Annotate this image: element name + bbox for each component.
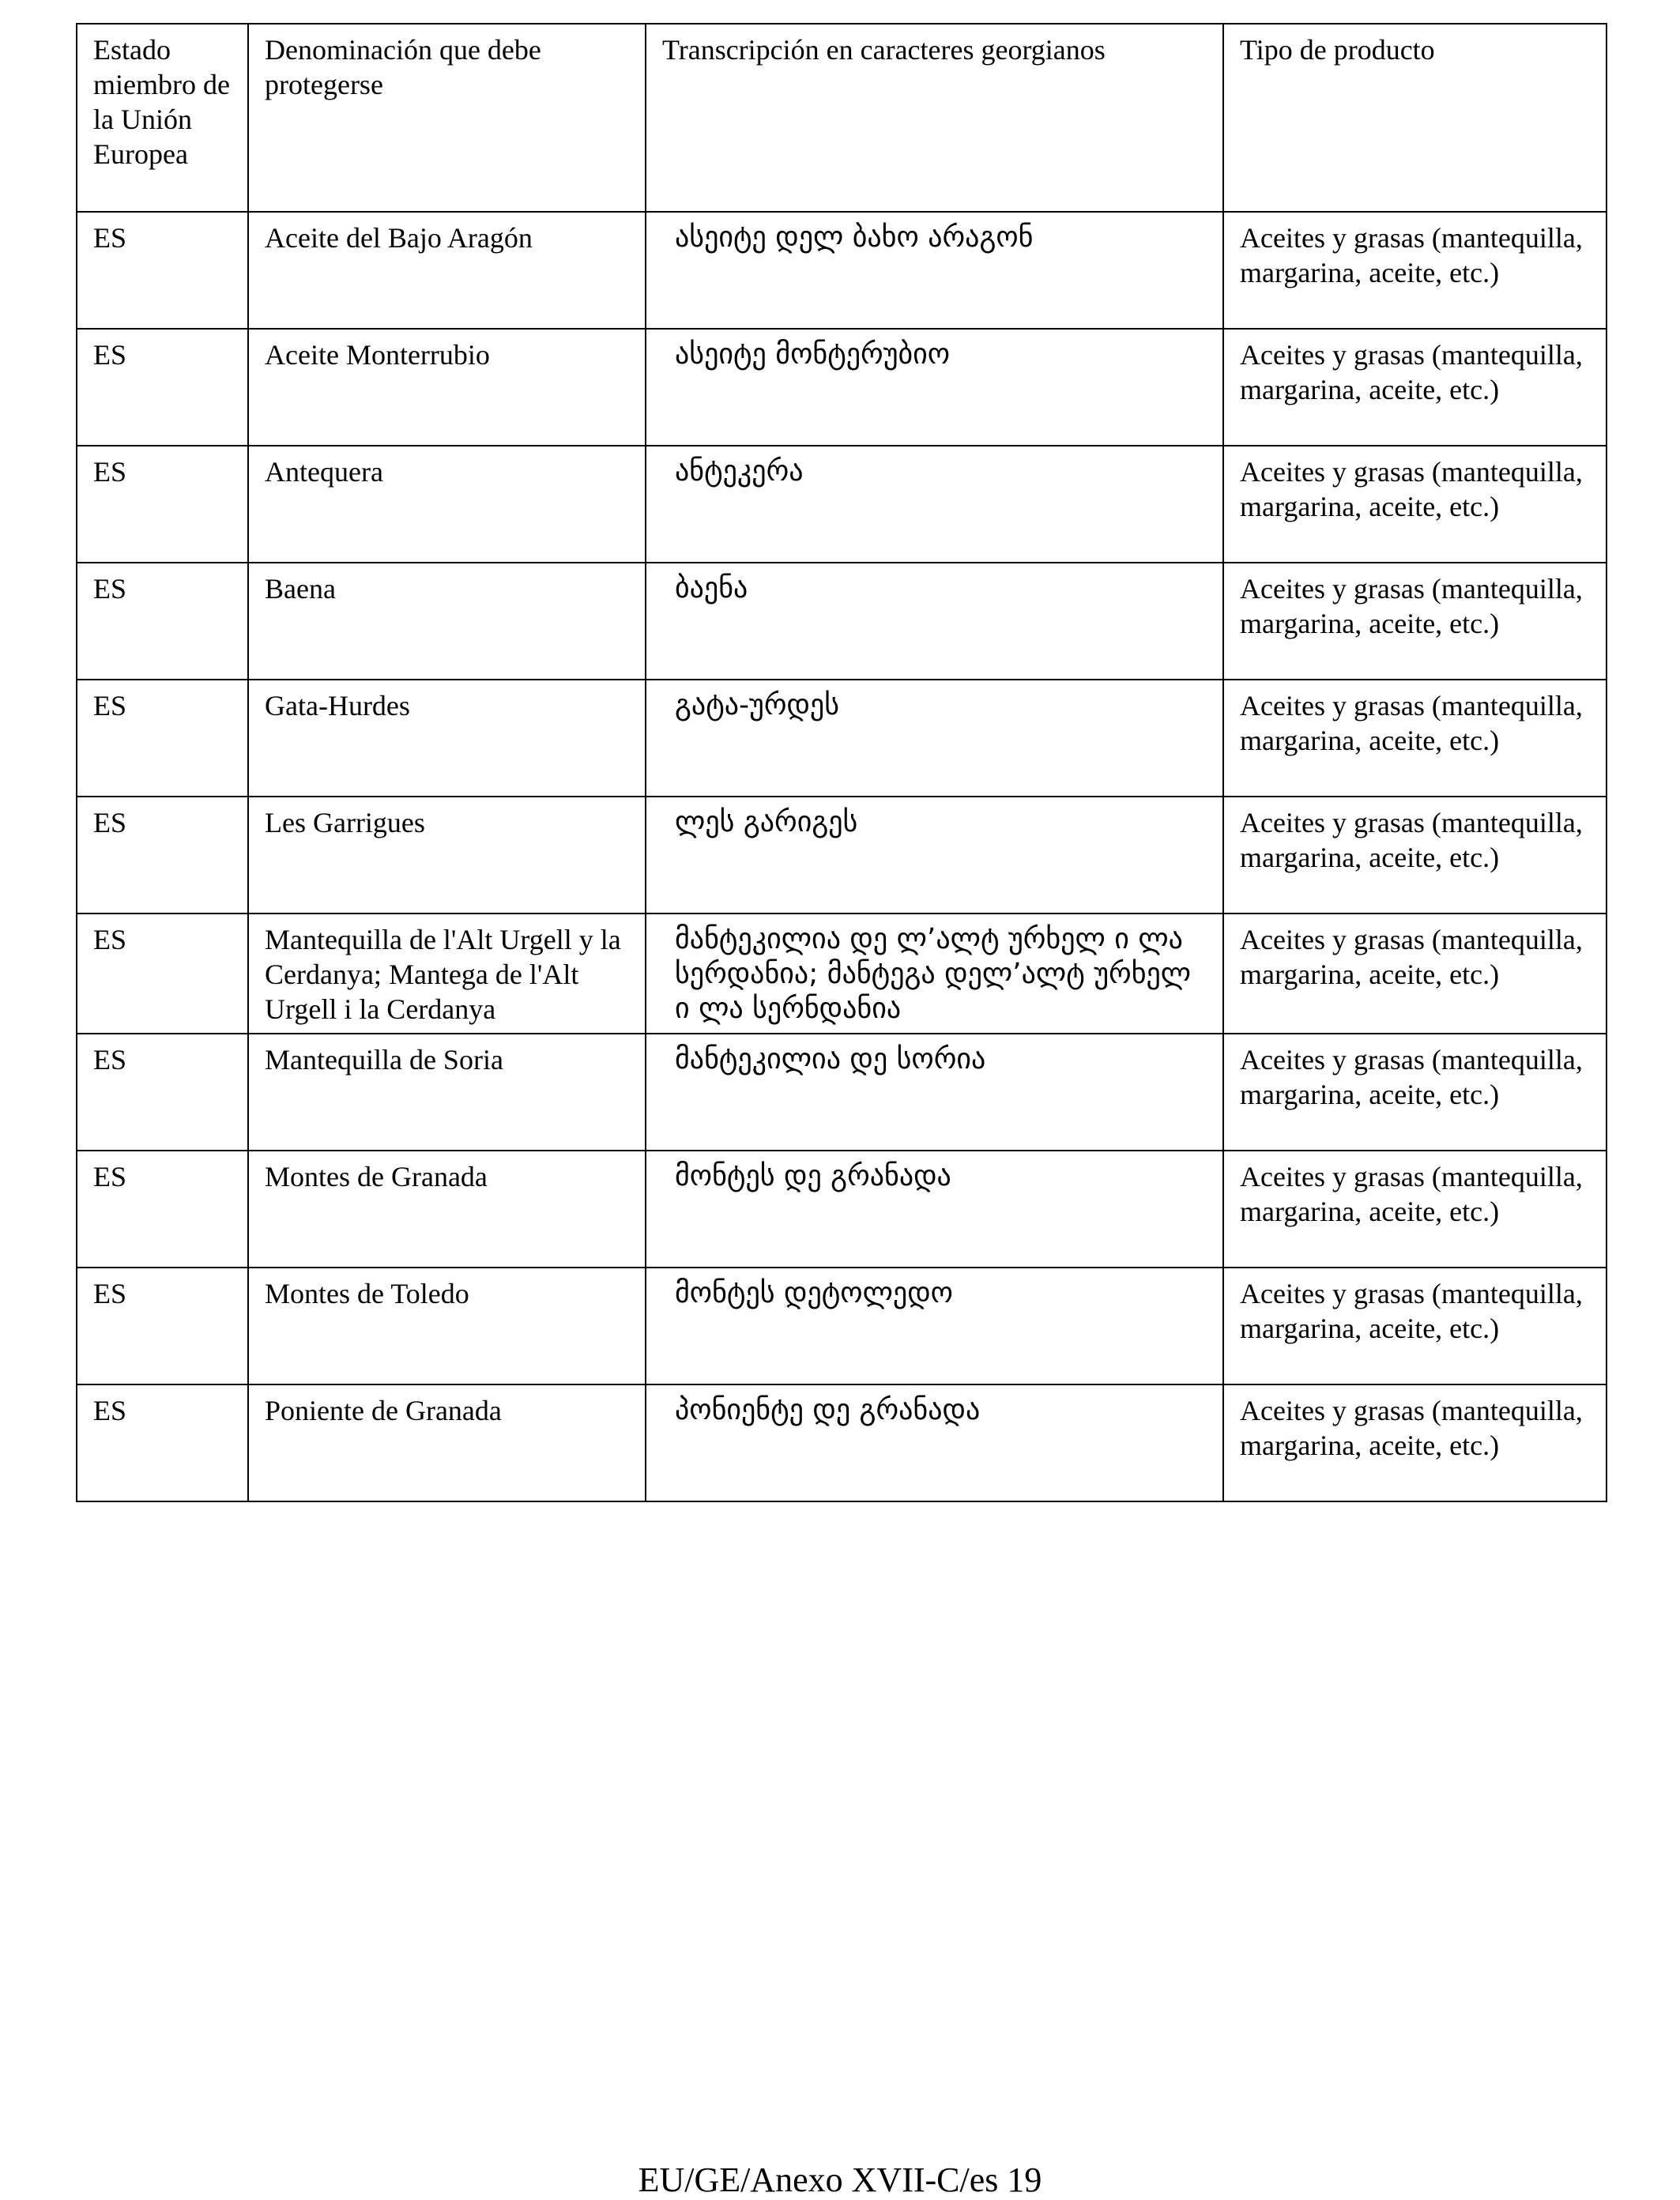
cell-product: Aceites y grasas (mantequilla, margarina, aceite, etc.): [1223, 212, 1607, 329]
cell-transcription: პონიენტე დე გრანადა: [646, 1384, 1223, 1501]
table-row: [77, 914, 1607, 1034]
table-row: [77, 797, 1607, 914]
page-footer-reference: EU/GE/Anexo XVII-C/es 19: [638, 2160, 1042, 2199]
cell-name: Aceite del Bajo Aragón: [248, 212, 646, 329]
cell-state: ES: [77, 680, 248, 797]
header-member-state: Estado miembro de la Unión Europea: [77, 24, 248, 212]
cell-product: Aceites y grasas (mantequilla, margarina, aceite, etc.): [1223, 1384, 1607, 1501]
header-name: Denominación que debe protegerse: [248, 24, 646, 212]
cell-state: ES: [77, 563, 248, 680]
cell-state: ES: [77, 1034, 248, 1151]
cell-product: Aceites y grasas (mantequilla, margarina, aceite, etc.): [1223, 1034, 1607, 1151]
cell-name: Mantequilla de Soria: [248, 1034, 646, 1151]
cell-product: Aceites y grasas (mantequilla, margarina, aceite, etc.): [1223, 1268, 1607, 1384]
cell-product: Aceites y grasas (mantequilla, margarina, aceite, etc.): [1223, 1151, 1607, 1268]
cell-product: Aceites y grasas (mantequilla, margarina, aceite, etc.): [1223, 329, 1607, 446]
cell-transcription: ბაენა: [646, 563, 1223, 680]
cell-transcription: გატა-ურდეს: [646, 680, 1223, 797]
cell-name: Mantequilla de l'Alt Urgell y la Cerdanya; Mantega de l'Alt Urgell i la Cerdanya: [248, 914, 646, 1034]
cell-name: Les Garrigues: [248, 797, 646, 914]
cell-state: ES: [77, 1151, 248, 1268]
header-product-type: Tipo de producto: [1223, 24, 1607, 212]
cell-transcription: ასეიტე მონტერუბიო: [646, 329, 1223, 446]
cell-transcription: მონტეს დე გრანადა: [646, 1151, 1223, 1268]
cell-name: Baena: [248, 563, 646, 680]
cell-transcription: მანტეკილია დე ლ’ალტ ურხელ ი ლა სერდანია; მანტეგა დელ’ალტ ურხელ ი ლა სერნდანია: [646, 914, 1223, 1034]
cell-name: Aceite Monterrubio: [248, 329, 646, 446]
protected-names-table: [76, 23, 1607, 1502]
header-transcription: Transcripción en caracteres georgianos: [646, 24, 1223, 212]
table-row: [77, 1384, 1607, 1501]
cell-state: ES: [77, 446, 248, 563]
cell-name: Gata-Hurdes: [248, 680, 646, 797]
cell-transcription: ანტეკერა: [646, 446, 1223, 563]
cell-product: Aceites y grasas (mantequilla, margarina, aceite, etc.): [1223, 797, 1607, 914]
cell-name: Montes de Granada: [248, 1151, 646, 1268]
cell-state: ES: [77, 1384, 248, 1501]
cell-product: Aceites y grasas (mantequilla, margarina, aceite, etc.): [1223, 563, 1607, 680]
cell-product: Aceites y grasas (mantequilla, margarina, aceite, etc.): [1223, 446, 1607, 563]
table-row: [77, 212, 1607, 329]
cell-name: Poniente de Granada: [248, 1384, 646, 1501]
cell-transcription: მონტეს დეტოლედო: [646, 1268, 1223, 1384]
cell-product: Aceites y grasas (mantequilla, margarina, aceite, etc.): [1223, 914, 1607, 1034]
table-row: [77, 680, 1607, 797]
table-row: [77, 1151, 1607, 1268]
cell-name: Antequera: [248, 446, 646, 563]
cell-state: ES: [77, 914, 248, 1034]
cell-product: Aceites y grasas (mantequilla, margarina, aceite, etc.): [1223, 680, 1607, 797]
cell-state: ES: [77, 212, 248, 329]
cell-state: ES: [77, 329, 248, 446]
table-row: [77, 1034, 1607, 1151]
cell-state: ES: [77, 797, 248, 914]
table-row: [77, 1268, 1607, 1384]
cell-name: Montes de Toledo: [248, 1268, 646, 1384]
cell-transcription: ლეს გარიგეს: [646, 797, 1223, 914]
cell-transcription: ასეიტე დელ ბახო არაგონ: [646, 212, 1223, 329]
table-header-row: [77, 24, 1607, 212]
cell-transcription: მანტეკილია დე სორია: [646, 1034, 1223, 1151]
table-row: [77, 329, 1607, 446]
cell-state: ES: [77, 1268, 248, 1384]
table-row: [77, 446, 1607, 563]
table-row: [77, 563, 1607, 680]
